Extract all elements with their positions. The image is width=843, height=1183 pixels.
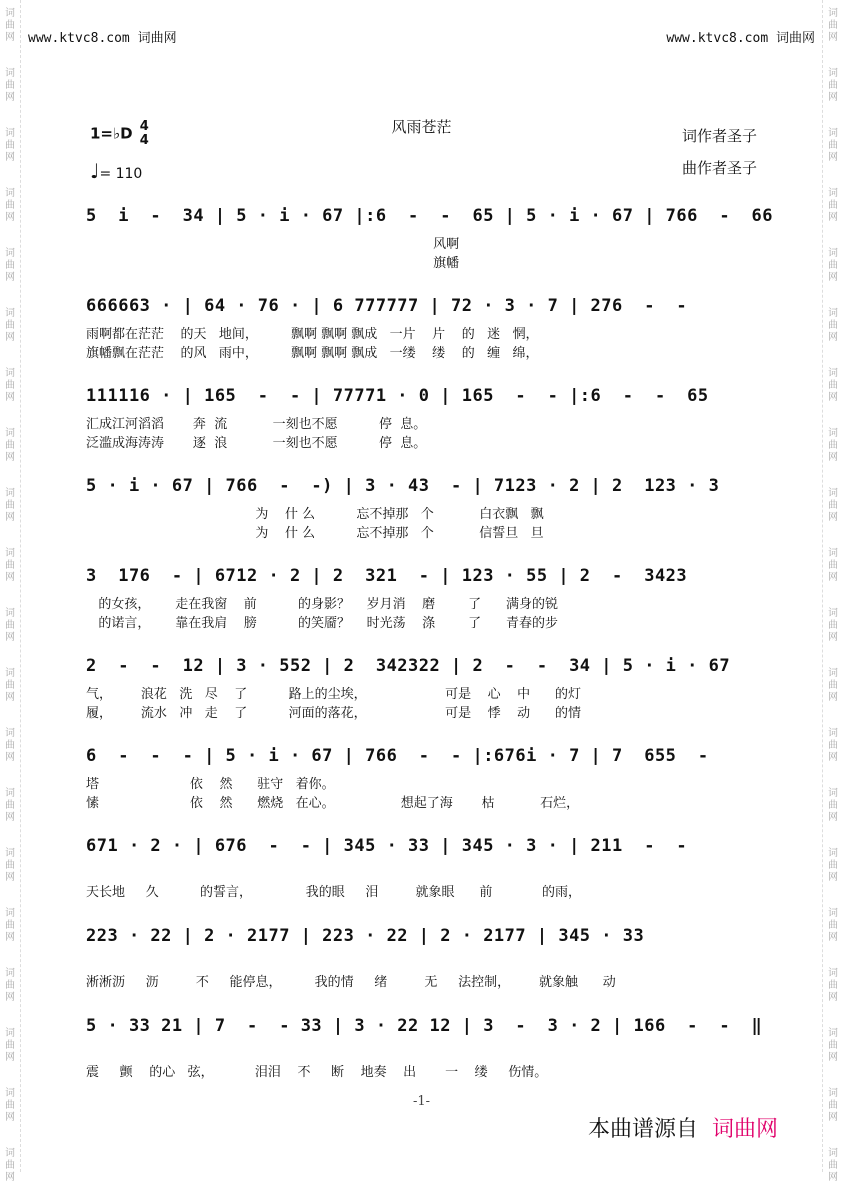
watermark-glyph: 网 bbox=[828, 152, 838, 163]
watermark-glyph: 网 bbox=[5, 572, 15, 583]
watermark-glyph: 网 bbox=[828, 512, 838, 523]
watermark-glyph: 网 bbox=[828, 692, 838, 703]
watermark-glyph: 曲 bbox=[828, 1100, 838, 1111]
watermark-glyph: 网 bbox=[5, 1172, 15, 1183]
watermark-glyph: 词 bbox=[5, 68, 15, 79]
notes-line: 223 · 22 | 2 · 2177 | 223 · 22 | 2 · 2177 | 345 · 33 bbox=[86, 926, 645, 946]
watermark-glyph: 曲 bbox=[5, 560, 15, 571]
watermark-glyph: 网 bbox=[5, 1052, 15, 1063]
notes-line: 5 i - 34 | 5 · i · 67 |:6 - - 65 | 5 · i · 67 | 766 - 66 bbox=[86, 206, 774, 226]
site-url-left[interactable] bbox=[28, 27, 177, 46]
notes-line: 666663 · | 64 · 76 · | 6 777777 | 72 · 3 · 7 | 276 - - bbox=[86, 296, 688, 316]
watermark-glyph: 曲 bbox=[828, 860, 838, 871]
watermark-glyph: 词 bbox=[5, 788, 15, 799]
watermark-glyph: 词 bbox=[828, 728, 838, 739]
watermark-glyph: 词 bbox=[5, 608, 15, 619]
watermark-glyph: 网 bbox=[5, 152, 15, 163]
watermark-glyph: 网 bbox=[5, 992, 15, 1003]
watermark-glyph: 网 bbox=[5, 752, 15, 763]
watermark-glyph: 曲 bbox=[5, 1040, 15, 1051]
lyric-line-1: 雨啊都在茫茫 的天 地间， 飘啊 飘啊 飘成 一片 片 的 迷 惘， bbox=[86, 327, 539, 342]
lyric-line-1: 的女孩， 走在我窗 前 的身影？ 岁月消 磨 了 满身的锐 bbox=[86, 597, 558, 612]
watermark-glyph: 词 bbox=[5, 848, 15, 859]
watermark-glyph: 网 bbox=[828, 932, 838, 943]
site-name-left: 词曲网 bbox=[137, 31, 177, 46]
watermark-glyph: 词 bbox=[5, 548, 15, 559]
watermark-glyph: 词 bbox=[828, 8, 838, 19]
watermark-glyph: 曲 bbox=[828, 380, 838, 391]
watermark-glyph: 词 bbox=[5, 1028, 15, 1039]
key-text: 1=♭D bbox=[90, 124, 133, 143]
watermark-glyph: 词 bbox=[5, 428, 15, 439]
site-url-right-text[interactable]: www.ktvc8.com bbox=[666, 31, 769, 46]
lyric-line-1: 气， 浪花 洗 尽 了 路上的尘埃， 可是 心 中 的灯 bbox=[86, 687, 581, 702]
watermark-glyph: 词 bbox=[5, 1148, 15, 1159]
lyric-line-2: 旗幡飘在茫茫 的风 雨中， 飘啊 飘啊 飘成 一缕 缕 的 缠 绵， bbox=[86, 346, 539, 361]
lyric-line-1: 震 颤 的心 弦， 泪泪 不 断 地奏 出 一 缕 伤情。 bbox=[86, 1065, 548, 1080]
watermark-glyph: 网 bbox=[5, 452, 15, 463]
watermark-glyph: 曲 bbox=[828, 620, 838, 631]
lyricist-credit: 词作者圣子 bbox=[681, 127, 757, 145]
lyric-line-1: 天长地 久 的誓言， 我的眼 泪 就象眼 前 的雨， bbox=[86, 885, 581, 900]
watermark-glyph: 网 bbox=[828, 872, 838, 883]
watermark-glyph: 网 bbox=[828, 992, 838, 1003]
watermark-glyph: 词 bbox=[5, 308, 15, 319]
watermark-glyph: 网 bbox=[5, 392, 15, 403]
watermark-glyph: 曲 bbox=[5, 200, 15, 211]
watermark-glyph: 曲 bbox=[828, 800, 838, 811]
watermark-glyph: 网 bbox=[5, 632, 15, 643]
notes-line: 5 · 33 21 | 7 - - 33 | 3 · 22 12 | 3 - 3 · 2 | 166 - - ‖ bbox=[86, 1016, 763, 1036]
watermark-glyph: 曲 bbox=[828, 1160, 838, 1171]
watermark-glyph: 网 bbox=[5, 32, 15, 43]
watermark-glyph: 词 bbox=[828, 908, 838, 919]
quarter-note-icon: ♩ bbox=[90, 159, 100, 183]
lyric-line-2: 旗幡 bbox=[86, 256, 460, 271]
watermark-glyph: 网 bbox=[5, 1112, 15, 1123]
watermark-glyph: 词 bbox=[828, 308, 838, 319]
watermark-glyph: 网 bbox=[5, 692, 15, 703]
watermark-glyph: 曲 bbox=[828, 440, 838, 451]
watermark-glyph: 词 bbox=[5, 728, 15, 739]
lyric-line-1: 塔 依 然 驻守 着你。 bbox=[86, 777, 335, 792]
watermark-glyph: 曲 bbox=[5, 440, 15, 451]
watermark-glyph: 词 bbox=[828, 488, 838, 499]
watermark-glyph: 网 bbox=[828, 632, 838, 643]
page-number: -1- bbox=[412, 1094, 431, 1109]
watermark-glyph: 词 bbox=[828, 608, 838, 619]
watermark-glyph: 曲 bbox=[828, 740, 838, 751]
watermark-glyph: 词 bbox=[5, 8, 15, 19]
watermark-glyph: 词 bbox=[5, 668, 15, 679]
watermark-glyph: 曲 bbox=[5, 800, 15, 811]
right-watermark-strip bbox=[822, 0, 843, 1183]
lyric-line-2: 泛滥成海涛涛 逐 浪 一刻也不愿 停 息。 bbox=[86, 436, 427, 451]
watermark-glyph: 词 bbox=[828, 848, 838, 859]
watermark-glyph: 曲 bbox=[828, 80, 838, 91]
watermark-glyph: 词 bbox=[828, 128, 838, 139]
watermark-glyph: 曲 bbox=[5, 680, 15, 691]
watermark-glyph: 词 bbox=[828, 68, 838, 79]
watermark-glyph: 曲 bbox=[828, 320, 838, 331]
watermark-glyph: 曲 bbox=[5, 80, 15, 91]
watermark-glyph: 曲 bbox=[5, 740, 15, 751]
source-text: 本曲谱源自 bbox=[588, 1117, 699, 1142]
watermark-glyph: 曲 bbox=[5, 260, 15, 271]
lyric-line-1: 为 什 么 忘不掉那 个 白衣飘 飘 bbox=[86, 507, 544, 522]
watermark-glyph: 网 bbox=[828, 92, 838, 103]
watermark-glyph: 网 bbox=[828, 212, 838, 223]
lyric-line-2: 愫 依 然 燃烧 在心。 想起了海 枯 石烂， bbox=[86, 796, 580, 811]
lyric-line-1: 汇成江河滔滔 奔 流 一刻也不愿 停 息。 bbox=[86, 417, 427, 432]
source-credit bbox=[588, 1112, 778, 1143]
watermark-glyph: 曲 bbox=[5, 980, 15, 991]
watermark-glyph: 曲 bbox=[828, 200, 838, 211]
site-url-right[interactable] bbox=[666, 27, 815, 46]
watermark-glyph: 词 bbox=[828, 248, 838, 259]
notes-line: 6 - - - | 5 · i · 67 | 766 - - |:676i · 7 | 7 655 - bbox=[86, 746, 709, 766]
watermark-glyph: 词 bbox=[828, 968, 838, 979]
watermark-glyph: 曲 bbox=[828, 1040, 838, 1051]
watermark-glyph: 词 bbox=[5, 248, 15, 259]
song-title: 风雨苍茫 bbox=[391, 118, 452, 136]
watermark-glyph: 词 bbox=[828, 368, 838, 379]
watermark-glyph: 曲 bbox=[828, 680, 838, 691]
watermark-glyph: 曲 bbox=[5, 20, 15, 31]
time-top: 4 bbox=[139, 119, 149, 134]
watermark-glyph: 词 bbox=[828, 548, 838, 559]
watermark-glyph: 词 bbox=[828, 1148, 838, 1159]
tempo-marking bbox=[90, 159, 142, 183]
watermark-glyph: 网 bbox=[828, 392, 838, 403]
tempo-value: = 110 bbox=[99, 166, 143, 182]
watermark-glyph: 词 bbox=[5, 368, 15, 379]
notes-line: 111116 · | 165 - - | 77771 · 0 | 165 - - |:6 - - 65 bbox=[86, 386, 709, 406]
watermark-glyph: 曲 bbox=[828, 20, 838, 31]
watermark-glyph: 曲 bbox=[5, 920, 15, 931]
watermark-glyph: 网 bbox=[828, 752, 838, 763]
watermark-glyph: 网 bbox=[5, 212, 15, 223]
watermark-glyph: 网 bbox=[828, 1052, 838, 1063]
watermark-glyph: 曲 bbox=[828, 500, 838, 511]
watermark-glyph: 曲 bbox=[5, 500, 15, 511]
site-url-left-text[interactable]: www.ktvc8.com bbox=[28, 31, 130, 46]
watermark-glyph: 网 bbox=[5, 512, 15, 523]
watermark-glyph: 网 bbox=[5, 332, 15, 343]
lyric-line-1: 风啊 bbox=[86, 237, 460, 252]
watermark-glyph: 曲 bbox=[5, 620, 15, 631]
watermark-glyph: 曲 bbox=[828, 560, 838, 571]
watermark-glyph: 网 bbox=[5, 932, 15, 943]
notes-line: 5 · i · 67 | 766 - -) | 3 · 43 - | 7123 · 2 | 2 123 · 3 bbox=[86, 476, 720, 496]
watermark-glyph: 网 bbox=[828, 452, 838, 463]
watermark-glyph: 词 bbox=[828, 1028, 838, 1039]
watermark-glyph: 曲 bbox=[828, 920, 838, 931]
watermark-glyph: 词 bbox=[828, 428, 838, 439]
watermark-glyph: 网 bbox=[828, 272, 838, 283]
watermark-glyph: 网 bbox=[5, 872, 15, 883]
lyric-line-2: 的诺言， 靠在我肩 膀 的笑靥？ 时光荡 涤 了 青春的步 bbox=[86, 616, 558, 631]
composer-credit: 曲作者圣子 bbox=[681, 159, 757, 177]
watermark-glyph: 曲 bbox=[5, 1100, 15, 1111]
watermark-glyph: 词 bbox=[5, 1088, 15, 1099]
watermark-glyph: 词 bbox=[5, 908, 15, 919]
watermark-glyph: 网 bbox=[5, 812, 15, 823]
notes-line: 671 · 2 · | 676 - - | 345 · 33 | 345 · 3 · | 211 - - bbox=[86, 836, 688, 856]
watermark-glyph: 网 bbox=[828, 1112, 838, 1123]
watermark-glyph: 词 bbox=[5, 968, 15, 979]
watermark-glyph: 网 bbox=[5, 272, 15, 283]
watermark-glyph: 词 bbox=[828, 1088, 838, 1099]
source-brand-link[interactable]: 词曲网 bbox=[712, 1117, 779, 1142]
time-bottom: 4 bbox=[139, 133, 149, 148]
watermark-glyph: 网 bbox=[828, 332, 838, 343]
watermark-glyph: 词 bbox=[5, 488, 15, 499]
watermark-glyph: 词 bbox=[828, 788, 838, 799]
left-watermark-strip bbox=[0, 0, 21, 1183]
lyric-line-2: 履， 流水 冲 走 了 河面的落花， 可是 悸 动 的情 bbox=[86, 706, 581, 721]
watermark-glyph: 网 bbox=[828, 1172, 838, 1183]
site-name-right: 词曲网 bbox=[775, 31, 815, 46]
watermark-glyph: 曲 bbox=[5, 140, 15, 151]
watermark-glyph: 曲 bbox=[828, 980, 838, 991]
watermark-glyph: 网 bbox=[828, 572, 838, 583]
notes-line: 2 - - 12 | 3 · 552 | 2 342322 | 2 - - 34 | 5 · i · 67 bbox=[86, 656, 731, 676]
watermark-glyph: 网 bbox=[5, 92, 15, 103]
watermark-glyph: 词 bbox=[5, 188, 15, 199]
notes-line: 3 176 - | 6712 · 2 | 2 321 - | 123 · 55 | 2 - 3423 bbox=[86, 566, 688, 586]
watermark-glyph: 曲 bbox=[5, 860, 15, 871]
watermark-glyph: 网 bbox=[828, 812, 838, 823]
lyric-line-2: 为 什 么 忘不掉那 个 信誓旦 旦 bbox=[86, 526, 544, 541]
watermark-glyph: 词 bbox=[828, 188, 838, 199]
watermark-glyph: 网 bbox=[828, 32, 838, 43]
watermark-glyph: 曲 bbox=[828, 140, 838, 151]
watermark-glyph: 曲 bbox=[5, 380, 15, 391]
watermark-glyph: 曲 bbox=[5, 1160, 15, 1171]
watermark-glyph: 曲 bbox=[828, 260, 838, 271]
watermark-glyph: 词 bbox=[5, 128, 15, 139]
watermark-glyph: 曲 bbox=[5, 320, 15, 331]
lyric-line-1: 淅淅沥 沥 不 能停息， 我的情 绪 无 法控制， 就象触 动 bbox=[86, 975, 616, 990]
watermark-glyph: 词 bbox=[828, 668, 838, 679]
